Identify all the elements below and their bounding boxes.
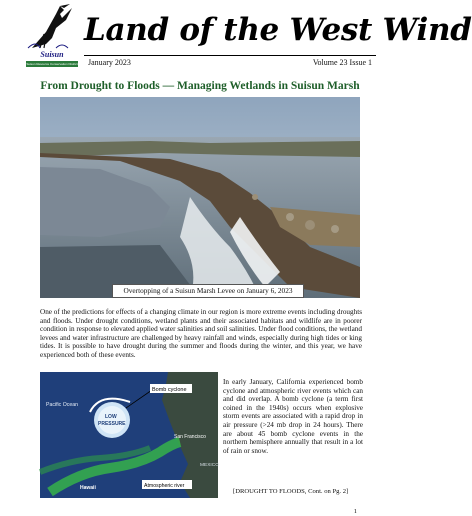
side-paragraph: In early January, California experienced bomb cyclone and atmospheric river events which can and did overlap. A bomb cyclone (a term first coined in the 1940s) occurs when explosive storm events are associated with a rapid drop in air pressure (>24 mb drop in 24 hours). There are about 45 bomb cyclone events in the northern hemisphere annually that result in a lot of rain or snow. xyxy=(223,378,363,455)
bomb-cyclone-map xyxy=(40,372,218,498)
levee-photo xyxy=(40,97,360,298)
volume-issue: Volume 23 Issue 1 xyxy=(312,58,372,67)
map-label-low: LOW xyxy=(105,414,117,420)
logo xyxy=(26,4,78,68)
newsletter-title: Land of the West Wind xyxy=(84,12,472,48)
issue-bar xyxy=(84,55,376,68)
map-label-pacific-ocean: Pacific Ocean xyxy=(46,402,79,408)
photo-caption: Overtopping of a Suisun Marsh Levee on January 6, 2023 xyxy=(112,284,304,298)
logo-text: Suisun xyxy=(40,50,64,59)
continued-note: [DROUGHT TO FLOODS, Cont. on Pg. 2] xyxy=(233,488,349,495)
intro-paragraph: One of the predictions for effects of a changing climate in our region is more extreme events including droughts and floods. Under drought conditions, wetland plants and their associated habitats and wildlife are in poorer condition in response to elevated applied water salinities and soil salinities. Under flood conditions, the wetland levees and water infrastructure are challenged by heavy rainfall and winds, especially during high tides or king tides. It is possible to have drought during the summer and floods during the winter, and this year, we have experienced both of these events. xyxy=(40,308,363,359)
map-label-san-francisco: San Francisco xyxy=(174,434,206,440)
logo-strip: Suisun Resource Conservation District xyxy=(26,62,78,66)
map-label-bomb-cyclone: Bomb cyclone xyxy=(152,387,187,393)
map-label-atmospheric-river: Atmospheric river xyxy=(144,483,185,489)
map-label-hawaii: Hawaii xyxy=(80,485,96,491)
heron-logo-icon xyxy=(26,4,78,50)
map-label-mexico: MEXICO xyxy=(200,463,219,468)
page-number: 1 xyxy=(353,508,357,515)
article-headline: From Drought to Floods — Managing Wetlands in Suisun Marsh xyxy=(40,80,360,92)
issue-date: January 2023 xyxy=(88,58,131,67)
map-label-pressure: PRESSURE xyxy=(98,421,126,427)
